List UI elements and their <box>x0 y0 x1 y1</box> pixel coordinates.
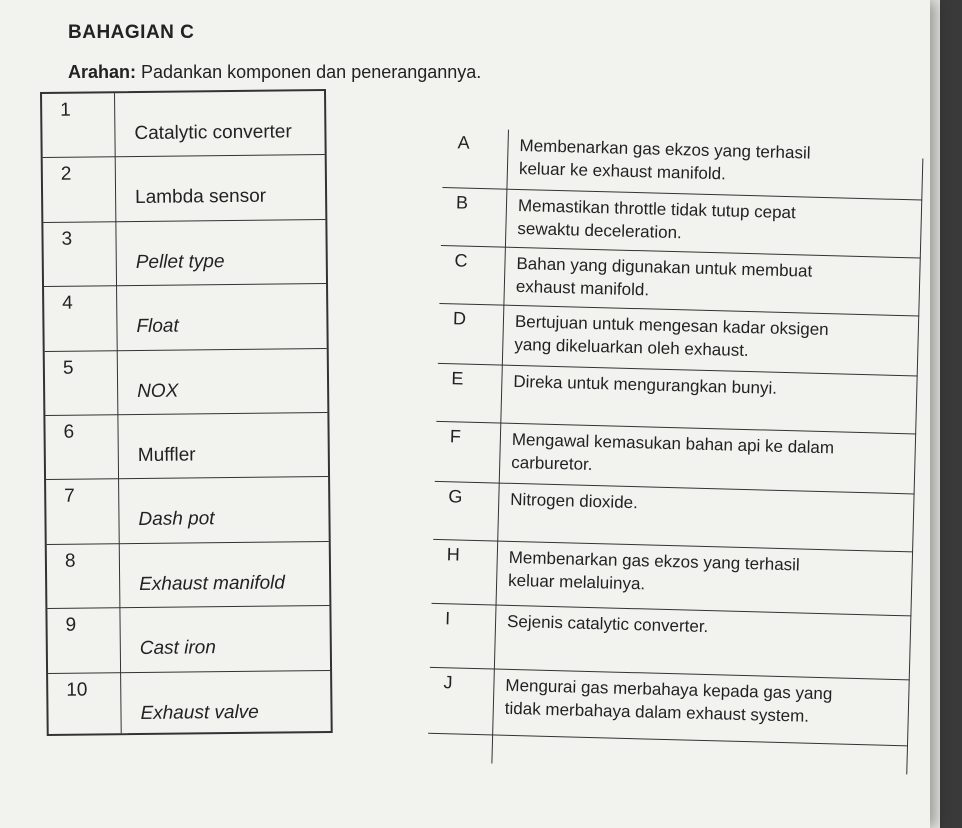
component-term: Float <box>136 315 179 338</box>
row-letter: A <box>457 132 470 153</box>
row-number: 5 <box>62 357 74 379</box>
table-row <box>48 671 331 738</box>
description <box>507 610 901 643</box>
row-letter: B <box>455 192 469 213</box>
description-line: tidak merbahaya dalam exhaust system. <box>504 698 810 726</box>
component-term: Lambda sensor <box>135 186 267 209</box>
description <box>519 134 914 190</box>
component-term: Exhaust manifold <box>139 572 286 595</box>
descriptions-table <box>427 128 923 774</box>
component-term: Exhaust valve <box>140 701 259 724</box>
row-number: 1 <box>60 99 71 121</box>
component-term: NOX <box>137 380 179 402</box>
table-row <box>45 349 328 416</box>
description-line: Bahan yang digunakan untuk membuat <box>516 253 813 281</box>
row-letter: D <box>452 308 467 329</box>
description <box>508 546 903 602</box>
description-line: carburetor. <box>511 452 593 474</box>
instruction-text: Padankan komponen dan penerangannya. <box>141 62 482 82</box>
instruction-label: Arahan: <box>68 62 137 82</box>
table-row <box>47 542 330 609</box>
table-row <box>46 477 329 544</box>
description <box>513 370 907 403</box>
components-table <box>40 89 333 736</box>
table-row <box>43 220 326 287</box>
row-letter: H <box>446 544 461 565</box>
row-letter: E <box>451 368 464 389</box>
component-term: Catalytic converter <box>134 121 292 145</box>
description <box>517 194 912 250</box>
row-number: 3 <box>61 228 73 250</box>
description-line: keluar ke exhaust manifold. <box>518 158 727 184</box>
description <box>505 674 900 730</box>
section-title: BAHAGIAN C <box>68 22 195 43</box>
description-line: Memastikan throttle tidak tutup cepat <box>517 195 796 223</box>
instruction <box>68 62 481 83</box>
component-term: Muffler <box>137 444 196 466</box>
description-line: Membenarkan gas ekzos yang terhasil <box>519 135 811 163</box>
component-term: Cast iron <box>139 637 216 660</box>
row-number: 4 <box>62 292 73 314</box>
table-row <box>45 413 328 480</box>
description <box>511 428 906 484</box>
row-number: 8 <box>64 550 76 572</box>
description <box>514 310 909 366</box>
row-letter: I <box>444 608 451 629</box>
row-number: 2 <box>60 164 72 186</box>
table-row <box>47 606 330 673</box>
row-number: 10 <box>66 679 88 701</box>
description-line: Nitrogen dioxide. <box>510 489 639 513</box>
row-number: 9 <box>65 614 77 636</box>
description-line: Bertujuan untuk mengesan kadar oksigen <box>514 311 829 340</box>
description-line: Mengurai gas merbahaya kepada gas yang <box>505 675 833 704</box>
component-term: Pellet type <box>135 250 225 273</box>
table-row <box>44 284 327 351</box>
description-line: exhaust manifold. <box>515 276 650 300</box>
table-row <box>428 668 910 747</box>
description-line: yang dikeluarkan oleh exhaust. <box>514 334 749 361</box>
row-letter: J <box>443 672 453 693</box>
description-line: Direka untuk mengurangkan bunyi. <box>513 371 778 398</box>
row-letter: C <box>454 250 468 271</box>
row-number: 7 <box>64 486 75 508</box>
description-line: Mengawal kemasukan bahan api ke dalam <box>511 429 835 458</box>
table-row <box>42 91 325 158</box>
description-line: sewaktu deceleration. <box>517 218 683 243</box>
description <box>510 488 904 521</box>
row-letter: G <box>448 486 463 507</box>
description <box>516 252 911 308</box>
component-term: Dash pot <box>138 508 215 531</box>
description-line: keluar melaluinya. <box>507 570 646 594</box>
description-line: Membenarkan gas ekzos yang terhasil <box>508 547 800 575</box>
description-line: Sejenis catalytic converter. <box>506 611 709 637</box>
row-number: 6 <box>63 421 75 443</box>
row-letter: F <box>449 426 462 447</box>
table-row <box>43 155 326 222</box>
